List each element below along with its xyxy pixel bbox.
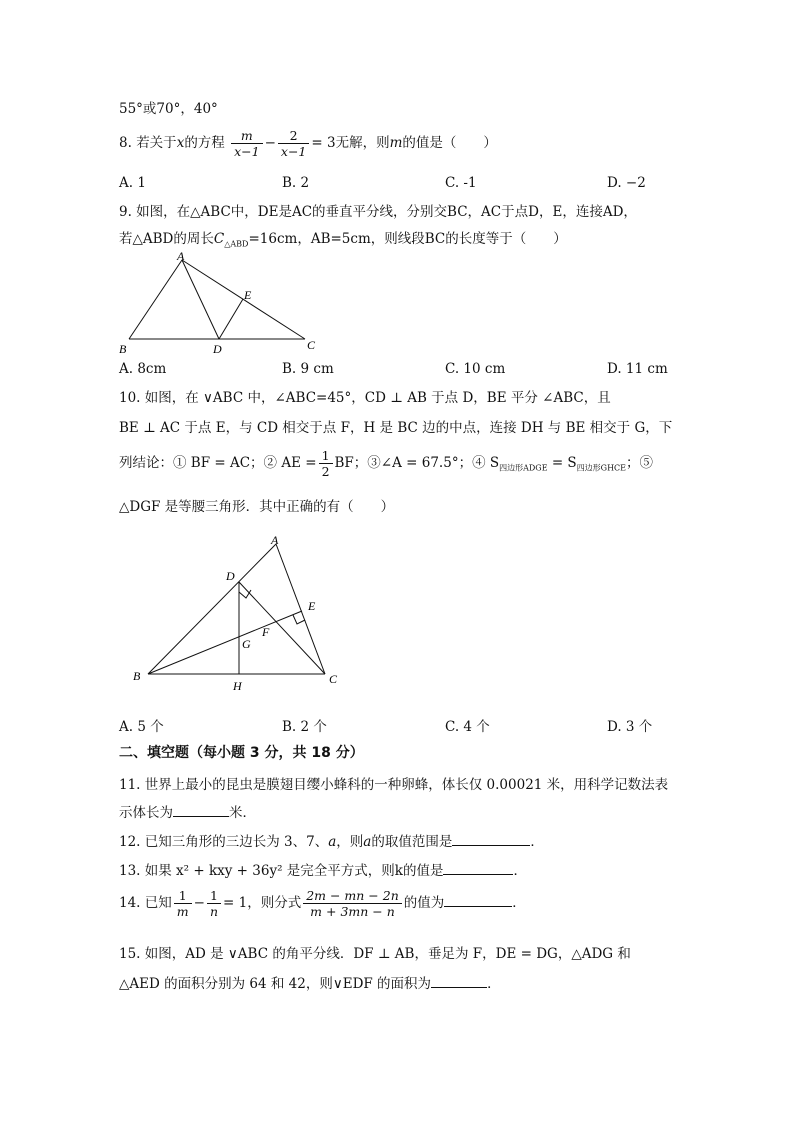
q13-a: 13. 如果 x² + kxy + 36y² 是完全平方式，则k的值是 (119, 863, 444, 879)
answer-carryover: 55°或70°，40° (119, 101, 218, 117)
q8-mid: 的方程 (184, 135, 225, 151)
q9-segment-de (219, 299, 243, 339)
q15-line1: 15. 如图，AD 是 ∨ABC 的角平分线．DF ⊥ AB，垂足为 F，DE = DG，△ADG 和 (119, 946, 631, 962)
q15-line2 (119, 972, 501, 992)
q10-sub-adge: 四边形ADGE (499, 463, 548, 473)
q10-option-c: C. 4 个 (445, 719, 490, 735)
q8-post: 无解，则 (335, 135, 390, 151)
q9-segment-ab (129, 260, 182, 339)
q9-label-e: E (244, 288, 252, 302)
q9-option-a: A. 8cm (119, 361, 167, 377)
q11-line1: 11. 世界上最小的昆虫是膜翅目缨小蜂科的一种卵蜂，体长仅 0.00021 米，用科学记数法表 (119, 777, 669, 793)
q14-frac2 (207, 888, 221, 919)
question-8 (119, 128, 497, 159)
q10-segment-ab (148, 544, 276, 674)
q8-eq: = 3 (311, 135, 336, 151)
q10-right-angle-d (239, 590, 251, 598)
q9-perimeter-c: C (213, 231, 225, 247)
q9-perimeter-sub: △ABD (224, 239, 249, 249)
q10-option-a: A. 5 个 (119, 719, 164, 735)
q8-tail: 的值是（ ） (402, 135, 497, 151)
q14-frac1 (174, 888, 192, 919)
q10-line2: BE ⊥ AC 于点 E，与 CD 相交于点 F，H 是 BC 边的中点，连接 DH 与 BE 相交于 G，下 (119, 420, 673, 436)
q14-frac3 (303, 888, 402, 919)
q10-half-num: 1 (319, 448, 333, 464)
q12-a: 12. 已知三角形的三边长为 3、7、 (119, 834, 329, 850)
q10-label-b: B (133, 669, 141, 683)
q10-label-d: D (226, 569, 235, 583)
q10-segment-ac (276, 544, 325, 674)
q10-figure (125, 530, 355, 700)
q10-label-h: H (233, 679, 242, 693)
q12-b: ，则 (336, 834, 364, 850)
q9-option-c: C. 10 cm (445, 361, 506, 377)
q8-option-a: A. 1 (119, 175, 146, 191)
q8-option-b: B. 2 (282, 175, 310, 191)
q10-option-d: D. 3 个 (607, 719, 653, 735)
q8-var-x: x (176, 135, 185, 151)
q9-line1: 9. 如图，在△ABC中，DE是AC的垂直平分线，分别交BC，AC于点D，E，连接AD， (119, 204, 637, 220)
q10-sub-ghce: 四边形GHCE (576, 463, 627, 473)
q14-frac2-num: 1 (207, 888, 221, 904)
q8-frac1-num: m (231, 128, 262, 144)
q9-line2 (119, 227, 567, 249)
q12-var-a2: a (363, 834, 372, 850)
question-12 (119, 830, 544, 850)
q10-label-a: A (271, 533, 279, 547)
q13-answer-blank[interactable] (443, 862, 513, 875)
q10-line1: 10. 如图，在 ∨ABC 中，∠ABC=45°，CD ⊥ AB 于点 D，BE 平分 ∠ABC，且 (119, 390, 611, 406)
q8-frac2-num: 2 (278, 128, 309, 144)
question-14 (119, 888, 526, 919)
q8-frac1 (231, 128, 262, 159)
q13-b: ． (513, 863, 527, 879)
q8-frac1-den: x−1 (234, 144, 260, 159)
q10-line3-b: BF；③∠A = 67.5°；④ S (334, 455, 500, 471)
q14-frac2-den: n (209, 904, 218, 919)
q11-answer-blank[interactable] (173, 804, 229, 817)
q8-pre: 若关于 (136, 135, 177, 151)
q14-frac3-num: 2m − mn − 2n (303, 888, 402, 904)
q10-line3 (119, 448, 653, 479)
q10-label-e: E (308, 599, 316, 613)
q9-line2-b: =16cm，AB=5cm，则线段BC的长度等于（ ） (248, 231, 567, 247)
q10-label-f: F (262, 625, 270, 639)
q10-line3-c: = S (547, 455, 577, 471)
q9-label-a: A (177, 249, 185, 263)
q10-line3-a: 列结论：① BF = AC；② AE = (119, 455, 317, 471)
q9-option-b: B. 9 cm (282, 361, 334, 377)
q11-line2-a: 示体长为 (119, 805, 173, 821)
q12-c: 的取值范围是 (371, 834, 453, 850)
q14-b: = 1，则分式 (223, 895, 302, 911)
q15-line2-a: △AED 的面积分别为 64 和 42，则∨EDF 的面积为 (119, 976, 432, 992)
q8-frac2-den: x−1 (280, 144, 307, 159)
q9-option-d: D. 11 cm (607, 361, 668, 377)
q8-option-c: C. -1 (445, 175, 477, 191)
q8-option-d: D. −2 (607, 175, 646, 191)
q8-frac2 (278, 128, 309, 159)
q15-answer-blank[interactable] (431, 975, 487, 988)
q11-line2 (119, 801, 256, 821)
q14-a: 14. 已知 (119, 895, 172, 911)
q9-label-d: D (213, 342, 222, 356)
q14-minus: − (193, 895, 205, 911)
q10-label-c: C (329, 672, 338, 686)
q10-half-den: 2 (321, 464, 330, 479)
q14-frac1-den: m (176, 904, 189, 919)
q10-segment-be (148, 611, 302, 674)
section-heading-fill-in: 二、填空题（每小题 3 分，共 18 分） (119, 745, 364, 761)
q9-label-c: C (307, 338, 316, 352)
q10-line4: △DGF 是等腰三角形．其中正确的有（ ） (119, 499, 395, 515)
q14-frac3-den: m + 3mn − n (310, 904, 395, 919)
q12-var-a: a (328, 834, 337, 850)
q15-line2-b: ． (487, 976, 501, 992)
q10-label-g: G (242, 637, 251, 651)
q9-line2-a: 若△ABD的周长 (119, 231, 214, 247)
q10-segment-cd (239, 582, 325, 674)
q14-d: ． (512, 895, 526, 911)
q10-option-b: B. 2 个 (282, 719, 327, 735)
q10-half-frac (319, 448, 333, 479)
q14-answer-blank[interactable] (444, 894, 512, 907)
q12-answer-blank[interactable] (452, 833, 530, 846)
q8-number: 8. (119, 135, 132, 151)
q14-c: 的值为 (403, 895, 445, 911)
question-13 (119, 859, 527, 879)
q9-figure (112, 248, 322, 360)
q12-d: ． (530, 834, 544, 850)
q8-var-m: m (389, 135, 403, 151)
q10-line3-d: ；⑤ (626, 455, 654, 471)
q8-minus: − (264, 135, 276, 151)
q9-label-b: B (119, 342, 127, 356)
q14-frac1-num: 1 (174, 888, 192, 904)
q11-line2-b: 米． (229, 805, 256, 821)
